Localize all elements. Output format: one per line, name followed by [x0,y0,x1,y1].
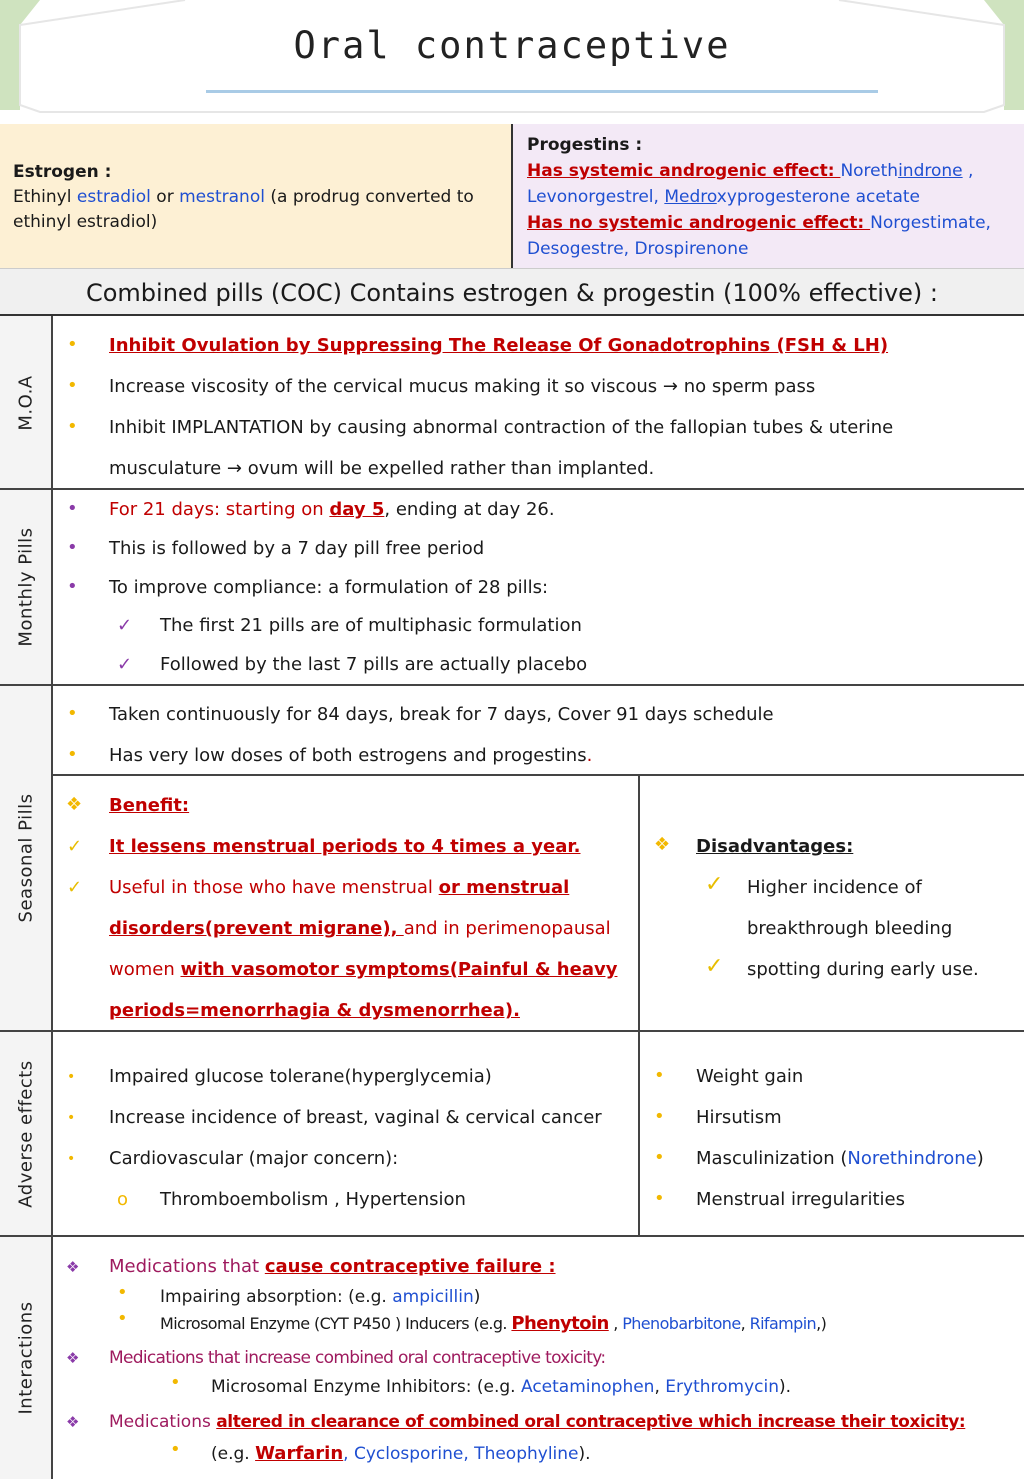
estrogen-heading: Estrogen : [13,162,112,182]
column-divider [638,775,640,1236]
bullet-icon: • [67,416,78,437]
seasonal-item-1: Taken continuously for 84 days, break for 7 days, Cover 91 days schedule [109,704,774,725]
disadvantage-1b: breakthrough bleeding [747,918,953,939]
progestins-line4: Desogestre, Drospirenone [527,239,749,259]
interaction-1-sub-1: Impairing absorption: (e.g. ampicillin) [160,1287,481,1307]
divider [0,684,1024,686]
bullet-icon: • [654,1065,665,1086]
seasonal-label: Seasonal Pills [15,793,36,923]
divider [0,1030,1024,1032]
bullet-icon: • [67,703,78,724]
check-icon: ✓ [705,954,724,979]
interactions-side [0,1236,53,1479]
benefit-item-2-line3: women with vasomotor symptoms(Painful & heavy [109,959,618,980]
progestins-systemic: Has systemic androgenic effect: Norethindrone , [527,161,974,181]
diamond-icon: ❖ [66,1349,80,1367]
page-title: Oral contraceptive [293,24,731,67]
estrogen-line1: Ethinyl estradiol or mestranol (a prodrug converted to [13,187,474,207]
bullet-icon: • [67,334,78,355]
check-icon: ✓ [117,654,133,675]
disadvantages-title: Disadvantages: [696,836,854,857]
bullet-icon: • [67,744,78,765]
divider [0,488,1024,490]
interaction-2-sub-1: Microsomal Enzyme Inhibitors: (e.g. Acetaminophen, Erythromycin). [211,1377,792,1397]
check-icon: ✓ [67,877,83,898]
adverse-right-3: Masculinization (Norethindrone) [696,1148,984,1169]
seasonal-side [0,685,53,1031]
disadvantage-2: spotting during early use. [747,959,979,980]
benefit-item-2-line1: Useful in those who have menstrual or menstrual [109,877,570,898]
monthly-label: Monthly Pills [15,527,36,647]
bullet-icon: • [67,1110,76,1126]
divider [0,1235,1024,1237]
bullet-icon: • [67,576,78,597]
progestins-line2: Levonorgestrel, Medroxyprogesterone acetate [527,187,921,207]
adverse-left-1: Impaired glucose tolerane(hyperglycemia) [109,1066,492,1087]
check-icon: ✓ [117,615,133,636]
title-underline [206,90,878,93]
estrogen-line2: ethinyl estradiol) [13,212,158,232]
moa-item-3a: Inhibit IMPLANTATION by causing abnormal contraction of the fallopian tubes & uterine [109,417,894,438]
benefit-item-2-line2: disorders(prevent migrane), and in perimenopausal [109,918,611,939]
bullet-icon: • [67,498,78,519]
adverse-left-3-sub: Thromboembolism , Hypertension [160,1189,466,1210]
diamond-icon: ❖ [66,794,83,815]
adverse-left-3: Cardiovascular (major concern): [109,1148,399,1169]
bullet-icon: • [117,1282,128,1303]
moa-item-1: Inhibit Ovulation by Suppressing The Release Of Gonadotrophins (FSH & LH) [109,335,889,356]
benefit-item-2-line4: periods=menorrhagia & dysmenorrhea). [109,1000,520,1021]
circle-bullet-icon: o [117,1189,129,1210]
progestins-heading: Progestins : [527,135,643,155]
bullet-icon: • [654,1106,665,1127]
divider [53,774,1024,776]
moa-side [0,316,53,489]
bullet-icon: • [67,1151,76,1167]
moa-item-3b: musculature → ovum will be expelled rather than implanted. [109,458,655,479]
interactions-label: Interactions [15,1300,36,1415]
interaction-3-sub-1: (e.g. Warfarin, Cyclosporine, Theophyline). [211,1443,591,1464]
adverse-right-4: Menstrual irregularities [696,1189,905,1210]
monthly-side [0,489,53,685]
interaction-2: Medications that increase combined oral contraceptive toxicity: [109,1348,606,1368]
adverse-side [0,1031,53,1236]
monthly-item-2: This is followed by a 7 day pill free period [109,538,485,559]
benefit-title: Benefit: [109,795,190,816]
adverse-right-2: Hirsutism [696,1107,782,1128]
monthly-sub-1: The first 21 pills are of multiphasic formulation [160,615,582,636]
disadvantage-1a: Higher incidence of [747,877,922,898]
bullet-icon: • [117,1308,128,1329]
bullet-icon: • [170,1372,181,1393]
interaction-1-sub-2: Microsomal Enzyme (CYT P450 ) Inducers (e.g. Phenytoin , Phenobarbitone, Rifampin,) [160,1313,827,1334]
progestins-nonsystemic: Has no systemic androgenic effect: Norgestimate, [527,213,991,233]
diamond-icon: ❖ [654,834,671,855]
estrogen-box [0,124,511,268]
combined-heading: Combined pills (COC) Contains estrogen & progestin (100% effective) : [0,268,1024,316]
monthly-item-1: For 21 days: starting on day 5, ending at day 26. [109,499,555,520]
bullet-icon: • [654,1188,665,1209]
diamond-icon: ❖ [66,1413,80,1431]
benefit-item-1: It lessens menstrual periods to 4 times a year. [109,836,581,857]
monthly-sub-2: Followed by the last 7 pills are actually placebo [160,654,588,675]
progestins-box [511,124,1024,268]
interaction-1: Medications that cause contraceptive failure : [109,1256,556,1277]
adverse-label: Adverse effects [15,1059,36,1208]
moa-label: M.O.A [15,374,36,431]
seasonal-item-2: Has very low doses of both estrogens and progestins. [109,745,593,766]
diamond-icon: ❖ [66,1258,80,1276]
check-icon: ✓ [67,836,83,857]
bullet-icon: • [170,1439,181,1460]
adverse-right-1: Weight gain [696,1066,804,1087]
bullet-icon: • [654,1147,665,1168]
bullet-icon: • [67,1069,76,1085]
interaction-3: Medications altered in clearance of combined oral contraceptive which increase their toxicity: [109,1412,966,1432]
check-icon: ✓ [705,872,724,897]
moa-item-2: Increase viscosity of the cervical mucus making it so viscous → no sperm pass [109,376,816,397]
adverse-left-2: Increase incidence of breast, vaginal & cervical cancer [109,1107,602,1128]
monthly-item-3: To improve compliance: a formulation of 28 pills: [109,577,549,598]
bullet-icon: • [67,375,78,396]
bullet-icon: • [67,537,78,558]
